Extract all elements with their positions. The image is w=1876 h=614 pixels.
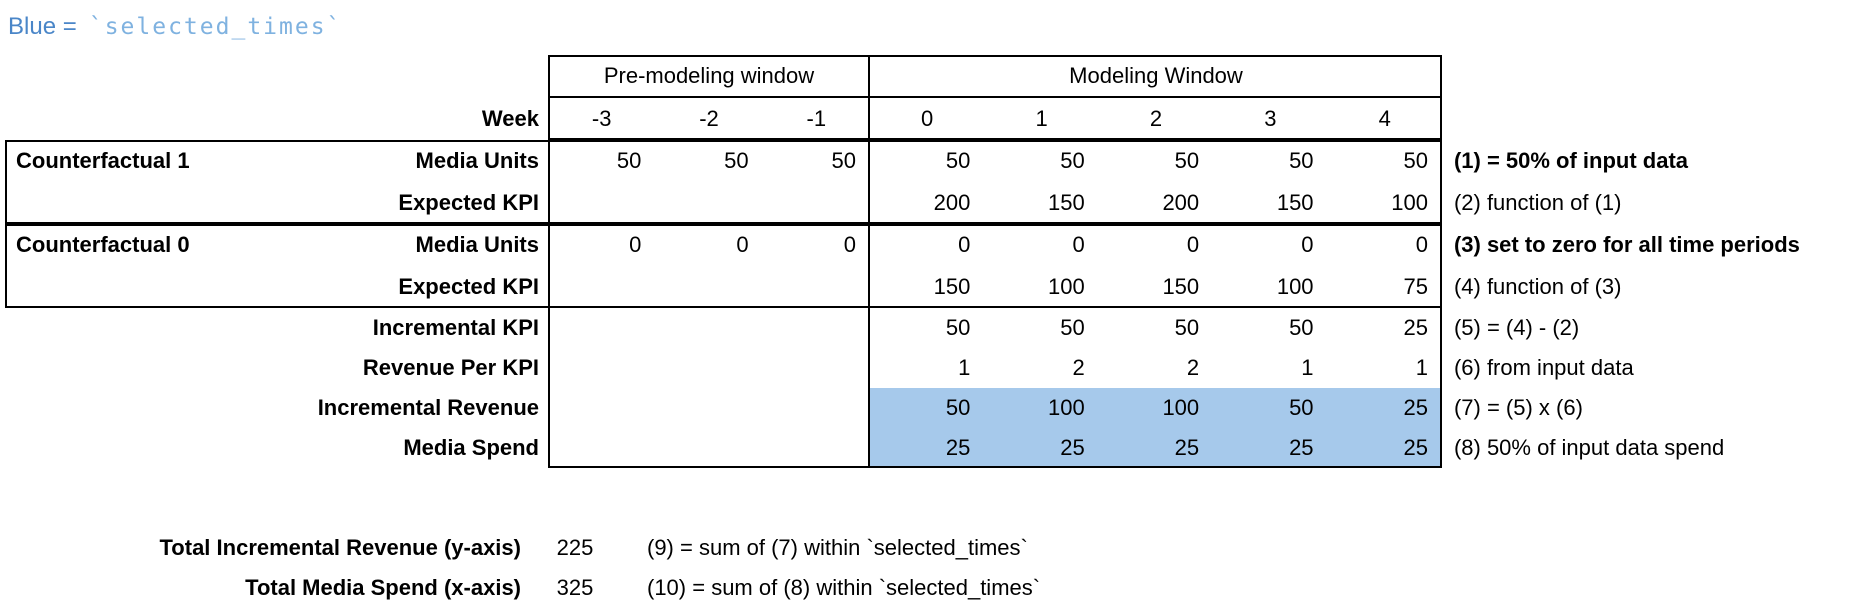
data-cell xyxy=(655,348,762,388)
data-cell: 150 xyxy=(933,274,971,299)
section-header-row xyxy=(548,55,1442,97)
data-cell: 50 xyxy=(724,148,749,173)
data-cell: 50 xyxy=(945,395,971,420)
week-row xyxy=(0,97,1442,140)
data-cell: 0 xyxy=(843,232,856,257)
data-cell: 0 xyxy=(736,232,749,257)
data-cell: 25 xyxy=(1060,435,1085,460)
data-cell xyxy=(763,266,870,308)
row-label: Expected KPI xyxy=(398,274,539,299)
row-group-label xyxy=(0,308,295,348)
data-cell xyxy=(548,308,655,348)
table-row xyxy=(0,348,1634,388)
data-cell: 50 xyxy=(1174,148,1200,173)
total-row xyxy=(0,568,1040,608)
table-row xyxy=(0,428,1724,468)
data-cell: 1 xyxy=(958,355,971,380)
data-cell xyxy=(548,388,655,428)
data-cell: 0 xyxy=(1186,232,1200,257)
table-row xyxy=(0,388,1583,428)
total-label: Total Media Spend (x-axis) xyxy=(245,575,521,600)
data-cell: 0 xyxy=(1415,232,1428,257)
modeling-window-header: Modeling Window xyxy=(1069,63,1243,88)
row-note: (6) from input data xyxy=(1453,355,1634,380)
week-cell: 4 xyxy=(1378,106,1391,131)
row-note: (7) = (5) x (6) xyxy=(1453,395,1583,420)
row-label: Revenue Per KPI xyxy=(362,355,539,380)
data-cell: 50 xyxy=(616,148,642,173)
data-cell xyxy=(548,266,655,308)
data-cell xyxy=(548,428,655,468)
total-note: (10) = sum of (8) within `selected_times` xyxy=(647,575,1041,600)
week-cell: 0 xyxy=(921,106,934,131)
data-cell: 100 xyxy=(1276,274,1314,299)
row-label: Incremental KPI xyxy=(372,315,539,340)
data-cell: 150 xyxy=(1048,190,1085,215)
data-cell: 25 xyxy=(945,435,971,460)
data-cell: 50 xyxy=(945,315,971,340)
row-label: Media Units xyxy=(415,232,539,257)
total-note: (9) = sum of (7) within `selected_times` xyxy=(647,535,1028,560)
total-row xyxy=(0,528,1028,568)
data-cell: 50 xyxy=(1289,315,1314,340)
data-cell: 200 xyxy=(933,190,971,215)
row-note: (4) function of (3) xyxy=(1453,274,1622,299)
data-cell: 25 xyxy=(1174,435,1200,460)
row-label: Incremental Revenue xyxy=(317,395,539,420)
row-note: (5) = (4) - (2) xyxy=(1453,315,1580,340)
table-row xyxy=(0,140,1688,182)
data-cell xyxy=(763,388,870,428)
table-row xyxy=(0,308,1579,348)
data-cell: 25 xyxy=(1403,435,1428,460)
data-cell xyxy=(655,266,762,308)
row-note: (8) 50% of input data spend xyxy=(1453,435,1725,460)
data-cell: 25 xyxy=(1403,395,1428,420)
row-group-label xyxy=(0,182,295,224)
data-cell: 25 xyxy=(1403,315,1428,340)
data-cell: 0 xyxy=(958,232,971,257)
data-cell xyxy=(763,308,870,348)
data-cell: 2 xyxy=(1072,355,1085,380)
data-cell xyxy=(655,308,762,348)
row-group-label xyxy=(0,266,295,308)
data-cell: 0 xyxy=(629,232,642,257)
row-group-label xyxy=(0,428,295,468)
data-cell xyxy=(655,428,762,468)
row-group-label: Counterfactual 1 xyxy=(16,148,190,173)
data-cell: 150 xyxy=(1162,274,1200,299)
total-value: 225 xyxy=(556,535,594,560)
data-cell: 75 xyxy=(1403,274,1428,299)
data-cell xyxy=(763,428,870,468)
selected-times-code: `selected_times` xyxy=(88,14,343,40)
blue-label: Blue = xyxy=(8,13,77,40)
data-cell xyxy=(548,348,655,388)
data-cell: 1 xyxy=(1301,355,1314,380)
row-note: (2) function of (1) xyxy=(1453,190,1622,215)
data-cell: 50 xyxy=(1289,148,1314,173)
row-group-label xyxy=(0,348,295,388)
data-cell: 100 xyxy=(1391,190,1428,215)
row-note: (3) set to zero for all time periods xyxy=(1453,232,1800,257)
data-cell: 50 xyxy=(831,148,856,173)
data-cell xyxy=(655,388,762,428)
data-cell xyxy=(763,348,870,388)
week-cell: 1 xyxy=(1035,106,1048,131)
data-cell: 50 xyxy=(1060,148,1085,173)
week-cell: 2 xyxy=(1149,106,1163,131)
data-cell: 50 xyxy=(1403,148,1428,173)
data-cell: 50 xyxy=(1289,395,1314,420)
data-cell: 50 xyxy=(1174,315,1200,340)
data-cell: 50 xyxy=(1060,315,1085,340)
row-label: Expected KPI xyxy=(398,190,539,215)
week-cell: -1 xyxy=(806,106,827,131)
row-group-label: Counterfactual 0 xyxy=(16,232,190,257)
table-row xyxy=(0,266,1621,308)
data-cell: 100 xyxy=(1048,395,1085,420)
total-value: 325 xyxy=(556,575,594,600)
row-group-label xyxy=(0,388,295,428)
row-label: Media Spend xyxy=(403,435,539,460)
data-cell: 150 xyxy=(1276,190,1314,215)
data-cell: 0 xyxy=(1301,232,1314,257)
data-cell: 100 xyxy=(1162,395,1200,420)
week-label: Week xyxy=(481,106,539,131)
legend-note xyxy=(8,10,342,44)
data-cell: 100 xyxy=(1048,274,1085,299)
week-cell: -3 xyxy=(591,106,612,131)
row-label: Media Units xyxy=(415,148,539,173)
week-cell: 3 xyxy=(1264,106,1277,131)
data-cell: 0 xyxy=(1072,232,1085,257)
week-cell: -2 xyxy=(699,106,719,131)
pre-modeling-window-header: Pre-modeling window xyxy=(603,63,815,88)
row-note: (1) = 50% of input data xyxy=(1453,148,1689,173)
data-cell: 200 xyxy=(1162,190,1200,215)
data-cell: 2 xyxy=(1186,355,1200,380)
data-cell xyxy=(763,182,870,224)
data-cell xyxy=(548,182,655,224)
total-label: Total Incremental Revenue (y-axis) xyxy=(159,535,521,560)
data-cell: 50 xyxy=(945,148,971,173)
table-row xyxy=(0,182,1621,224)
data-cell: 1 xyxy=(1415,355,1428,380)
data-cell xyxy=(655,182,762,224)
table-row xyxy=(0,224,1800,266)
data-cell: 25 xyxy=(1289,435,1314,460)
